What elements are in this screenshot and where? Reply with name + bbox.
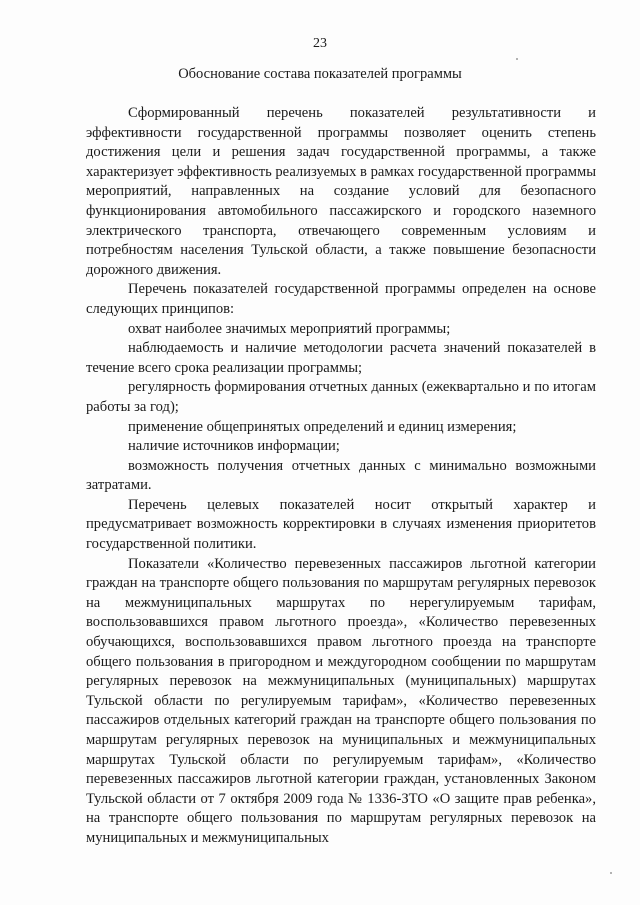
document-body [86, 104, 596, 849]
paragraph: наличие источников информации; [128, 438, 340, 455]
paragraph: применение общепринятых определений и единиц измерения; [128, 418, 517, 435]
paragraph: Сформированный перечень показателей результативности и эффективности государственной программы позволяет оценить степень достижения цели и решения задач государственной программы, а также характеризует эффективность реализуемых в рамках государственной программы мероприятий, направленных на создание условий для безопасного функционирования автомобильного пассажирского и городского наземного электрического транспорта, отвечающего современным условиям и потребностям населения Тульской области, а также повышение безопасности дорожного движения. [86, 105, 596, 278]
paragraph: Перечень показателей государственной программы определен на основе следующих принципов: [86, 281, 596, 317]
scan-speck [516, 58, 518, 60]
section-heading: Обоснование состава показателей программы [178, 66, 462, 82]
paragraph: Перечень целевых показателей носит открытый характер и предусматривает возможность корректировки в случаях изменения приоритетов государственной политики. [86, 496, 596, 553]
page-number: 23 [313, 36, 327, 51]
paragraph: Показатели «Количество перевезенных пассажиров льготной категории граждан на транспорте общего пользования по маршрутам регулярных перевозок на межмуниципальных маршрутах по нерегулируемым тарифам, воспользовавшихся правом льготного проезда», «Количество перевезенных обучающихся, воспользовавшихся правом льготного проезда на транспорте общего пользования в пригородном и междугородном сообщении по маршрутам регулярных перевозок на межмуниципальных (муниципальных) маршрутах Тульской области по регулируемым тарифам», «Количество перевезенных пассажиров отдельных категорий граждан на транспорте общего пользования по маршрутам регулярных перевозок на муниципальных и межмуниципальных маршрутах Тульской области по регулируемым тарифам», «Количество перевезенных пассажиров льготной категории граждан, установленных Законом Тульской области от 7 октября 2009 года № 1336-ЗТО «О защите прав ребенка», на транспорте общего пользования по маршрутам регулярных перевозок на муниципальных и межмуниципальных [86, 555, 596, 846]
paragraph: регулярность формирования отчетных данных (ежеквартально и по итогам работы за год); [86, 379, 596, 415]
scan-speck [610, 872, 612, 874]
paragraph: наблюдаемость и наличие методологии расчета значений показателей в течение всего срока реализации программы; [86, 340, 596, 376]
paragraph: возможность получения отчетных данных с минимально возможными затратами. [86, 457, 596, 494]
paragraph: охват наиболее значимых мероприятий программы; [128, 320, 451, 337]
